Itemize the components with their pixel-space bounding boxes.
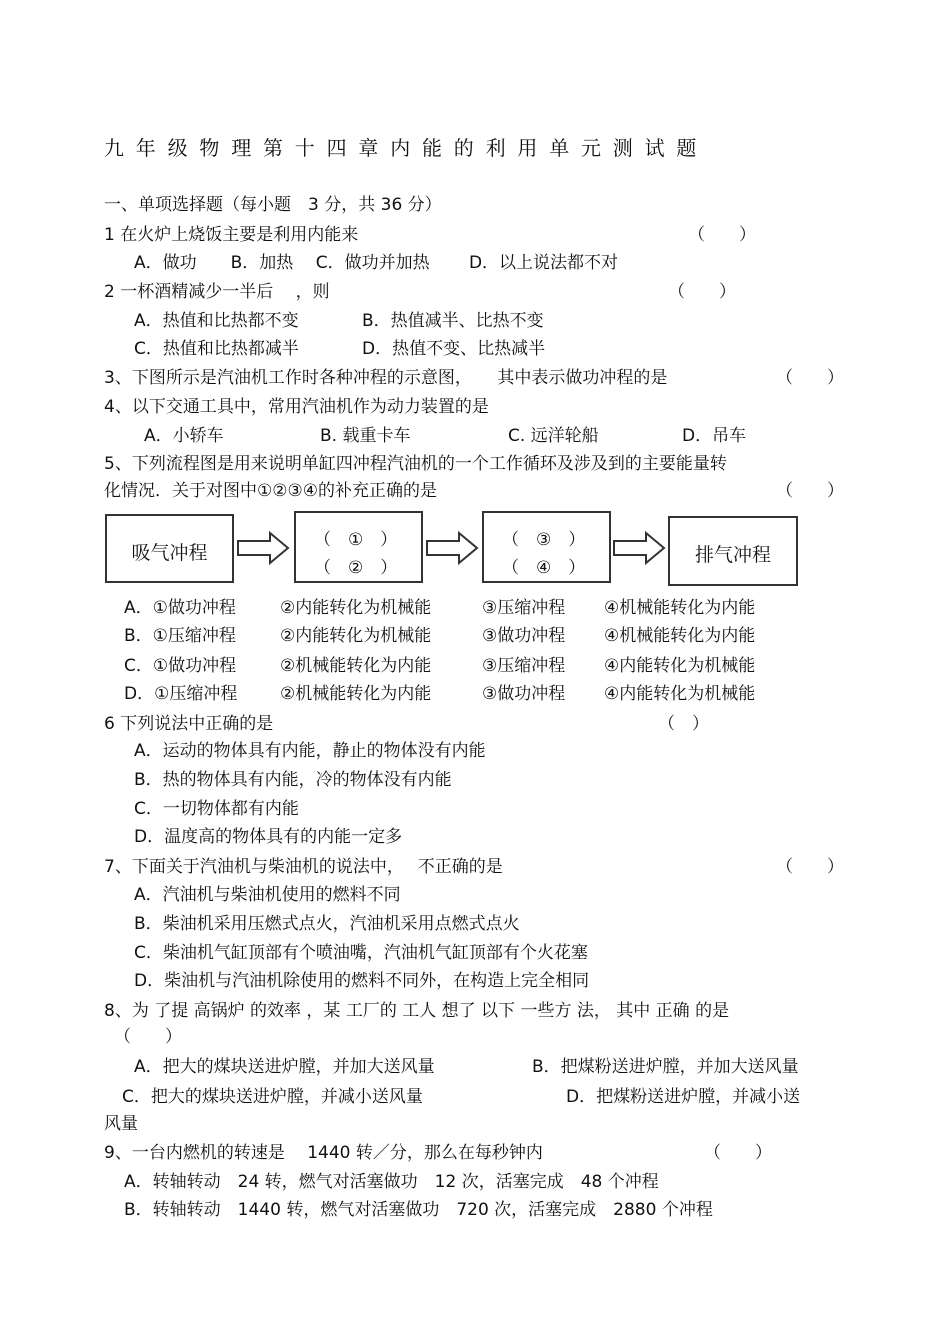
flow-arrow-3 <box>612 530 666 566</box>
q5-option-d-part3: ③做功冲程 <box>482 684 566 704</box>
q5-option-c-part4: ④内能转化为机械能 <box>604 656 756 676</box>
q2-answer-paren: （ ） <box>668 282 736 302</box>
q5-option-b-part4: ④机械能转化为内能 <box>604 626 756 646</box>
q7-option-a: A．汽油机与柴油机使用的燃料不同 <box>134 885 401 905</box>
q9-answer-paren: （ ） <box>704 1143 772 1163</box>
q8-answer-paren: （ ） <box>114 1027 182 1047</box>
flow-slot-2: （ ② ） <box>314 558 398 578</box>
q2-option-c: C．热值和比热都减半 <box>134 339 299 359</box>
q5-option-c-part3: ③压缩冲程 <box>482 656 566 676</box>
q8-option-b: B．把煤粉送进炉膛，并加大送风量 <box>532 1057 799 1077</box>
q5-stem-line1: 5、下列流程图是用来说明单缸四冲程汽油机的一个工作循环及涉及到的主要能量转 <box>104 454 727 474</box>
q5-option-b-part3: ③做功冲程 <box>482 626 566 646</box>
q7-option-c: C．柴油机气缸顶部有个喷油嘴，汽油机气缸顶部有个火花塞 <box>134 943 588 963</box>
q1-stem: 1 在火炉上烧饭主要是利用内能来 <box>104 225 359 245</box>
q3-answer-paren: （ ） <box>776 368 844 388</box>
q1-options: A．做功 B．加热 C．做功并加热 D．以上说法都不对 <box>134 253 619 273</box>
q8-option-c: C．把大的煤块送进炉膛，并减小送风量 <box>122 1087 423 1107</box>
q8-option-d: D．把煤粉送进炉膛，并减小送 <box>566 1087 801 1107</box>
q7-option-b: B．柴油机采用压燃式点火，汽油机采用点燃式点火 <box>134 914 520 934</box>
q8-stem: 8、为 了提 高锅炉 的效率 ，某 工厂的 工人 想了 以下 一些方 法， 其中 正确 的是 <box>104 1001 730 1021</box>
q8-option-a: A．把大的煤块送进炉膛，并加大送风量 <box>134 1057 435 1077</box>
q6-option-d: D．温度高的物体具有的内能一定多 <box>134 827 403 847</box>
q5-option-a-part2: ②内能转化为机械能 <box>280 598 432 618</box>
q5-option-b-part2: ②内能转化为机械能 <box>280 626 432 646</box>
flow-exhaust-label: 排气冲程 <box>694 544 771 566</box>
q7-stem: 7、下面关于汽油机与柴油机的说法中， 不正确的是 <box>104 857 503 877</box>
section-heading: 一、单项选择题（每小题 3 分，共 36 分） <box>104 195 442 215</box>
q4-option-b: B. 载重卡车 <box>320 426 411 446</box>
flow-box-stage1 <box>294 511 423 583</box>
q3-stem: 3、下图所示是汽油机工作时各种冲程的示意图， 其中表示做功冲程的是 <box>104 368 668 388</box>
flow-arrow-1 <box>236 530 290 566</box>
flow-slot-1: （ ① ） <box>314 530 398 550</box>
q5-option-c-part1: C．①做功冲程 <box>124 656 237 676</box>
q2-option-b: B．热值减半、比热不变 <box>362 311 544 331</box>
q8-option-d-continued: 风量 <box>104 1114 138 1134</box>
q2-option-a: A．热值和比热都不变 <box>134 311 299 331</box>
q7-answer-paren: （ ） <box>776 857 844 877</box>
q7-option-d: D．柴油机与汽油机除使用的燃料不同外，在构造上完全相同 <box>134 971 590 991</box>
q9-option-a: A．转轴转动 24 转，燃气对活塞做功 12 次，活塞完成 48 个冲程 <box>124 1172 659 1192</box>
flow-box-intake <box>105 514 234 583</box>
q4-option-d: D．吊车 <box>682 426 747 446</box>
q6-option-a: A．运动的物体具有内能，静止的物体没有内能 <box>134 741 486 761</box>
flow-slot-3: （ ③ ） <box>502 530 586 550</box>
q5-option-a-part1: A．①做功冲程 <box>124 598 236 618</box>
q5-option-a-part3: ③压缩冲程 <box>482 598 566 618</box>
flow-intake-label: 吸气冲程 <box>131 542 208 564</box>
flow-slot-4: （ ④ ） <box>502 558 586 578</box>
q4-stem: 4、以下交通工具中，常用汽油机作为动力装置的是 <box>104 397 489 417</box>
q5-option-d-part1: D．①压缩冲程 <box>124 684 238 704</box>
q5-option-a-part4: ④机械能转化为内能 <box>604 598 756 618</box>
q6-option-b: B．热的物体具有内能，冷的物体没有内能 <box>134 770 452 790</box>
page-title: 九年级物理第十四章内能的利用单元测试题 <box>104 136 709 160</box>
flow-box-stage2 <box>482 511 611 583</box>
q5-answer-paren: （ ） <box>776 481 844 501</box>
q5-option-c-part2: ②机械能转化为内能 <box>280 656 432 676</box>
q6-stem: 6 下列说法中正确的是 <box>104 714 274 734</box>
q4-option-a: A．小轿车 <box>144 426 224 446</box>
q6-answer-paren: （ ） <box>658 714 709 734</box>
flow-arrow-2 <box>425 530 479 566</box>
q4-option-c: C. 远洋轮船 <box>508 426 599 446</box>
flow-box-exhaust <box>668 516 798 586</box>
q9-option-b: B．转轴转动 1440 转，燃气对活塞做功 720 次，活塞完成 2880 个冲程 <box>124 1200 713 1220</box>
q5-stem-line2: 化情况．关于对图中①②③④的补充正确的是 <box>104 481 437 501</box>
q6-option-c: C．一切物体都有内能 <box>134 799 299 819</box>
q2-option-d: D．热值不变、比热减半 <box>362 339 546 359</box>
q5-option-d-part2: ②机械能转化为内能 <box>280 684 432 704</box>
q1-answer-paren: （ ） <box>688 225 756 245</box>
q2-stem: 2 一杯酒精减少一半后 ，则 <box>104 282 330 302</box>
q9-stem: 9、一台内燃机的转速是 1440 转／分，那么在每秒钟内 <box>104 1143 543 1163</box>
q5-option-b-part1: B．①压缩冲程 <box>124 626 236 646</box>
q5-option-d-part4: ④内能转化为机械能 <box>604 684 756 704</box>
